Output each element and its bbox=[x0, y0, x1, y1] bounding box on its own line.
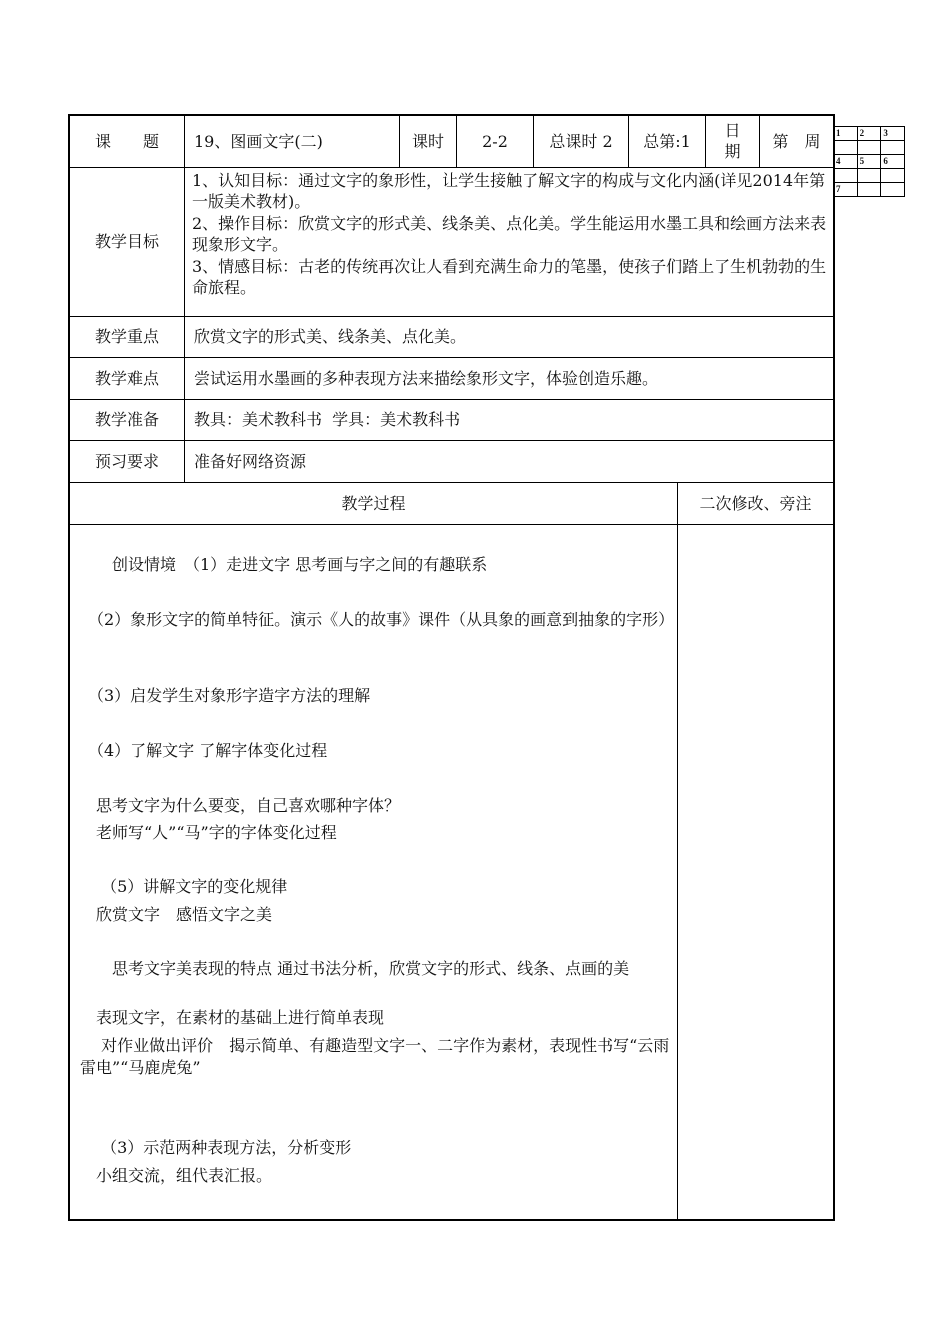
focus-value: 欣赏文字的形式美、线条美、点化美。 bbox=[194, 327, 467, 346]
preparation-label: 教学准备 bbox=[94, 410, 159, 429]
preview-value: 准备好网络资源 bbox=[194, 451, 307, 471]
process-line: 老师写“人”“马”字的字体变化过程 bbox=[80, 823, 337, 842]
period-label: 课时 bbox=[411, 131, 444, 151]
col-divider bbox=[677, 482, 678, 1220]
process-line: 创设情境 （1）走进文字 思考画与字之间的有趣联系 bbox=[80, 555, 488, 574]
mini-cell: 5 bbox=[857, 155, 881, 169]
goals-label: 教学目标 bbox=[94, 232, 159, 251]
mini-cell bbox=[857, 141, 881, 155]
process-line: （4）了解文字 了解字体变化过程 bbox=[80, 741, 328, 760]
notes-title: 二次修改、旁注 bbox=[699, 493, 812, 513]
subject-value: 19、图画文字(二) bbox=[194, 131, 323, 151]
goals-content bbox=[192, 171, 828, 315]
total-number: 总第:1 bbox=[643, 131, 691, 151]
process-title: 教学过程 bbox=[341, 493, 406, 513]
process-line: 表现文字，在素材的基础上进行简单表现 bbox=[80, 1008, 385, 1027]
preparation-value: 教具：美术教科书 学具：美术教科书 bbox=[194, 410, 461, 429]
mini-cell: 2 bbox=[857, 127, 881, 141]
goal-emotion: 3、情感目标：古老的传统再次让人看到充满生命力的笔墨，使孩子们踏上了生机勃勃的生命旅程。 bbox=[192, 257, 827, 297]
total-periods: 总课时 2 bbox=[549, 131, 613, 151]
week-mini-grid bbox=[833, 126, 905, 200]
mini-cell bbox=[857, 169, 881, 183]
mini-cell bbox=[834, 169, 858, 183]
subject-label: 课 题 bbox=[94, 131, 159, 151]
goal-cognitive: 1、认知目标：通过文字的象形性，让学生接触了解文字的构成与文化内涵(详见2014年第一版美术教材)。 bbox=[192, 171, 826, 211]
difficulty-label: 教学难点 bbox=[94, 368, 159, 388]
mini-cell: 4 bbox=[834, 155, 858, 169]
mini-cell: 7 bbox=[834, 183, 858, 197]
row-divider bbox=[69, 524, 834, 525]
goal-operation: 2、操作目标：欣赏文字的形式美、线条美、点化美。学生能运用水墨工具和绘画方法来表现象形文字。 bbox=[192, 214, 827, 254]
process-line: （2）象形文字的简单特征。演示《人的故事》课件（从具象的画意到抽象的字形） bbox=[80, 610, 675, 629]
date-label-top: 日 bbox=[724, 121, 741, 140]
process-line: （5）讲解文字的变化规律 bbox=[80, 877, 288, 896]
col-divider bbox=[184, 115, 185, 482]
process-line: 欣赏文字 感悟文字之美 bbox=[80, 905, 273, 924]
mini-cell bbox=[881, 169, 905, 183]
process-line: 思考文字为什么要变，自己喜欢哪种字体？ bbox=[80, 796, 401, 815]
date-label bbox=[706, 116, 759, 167]
difficulty-value: 尝试运用水墨画的多种表现方法来描绘象形文字，体验创造乐趣。 bbox=[194, 368, 659, 388]
mini-cell bbox=[857, 183, 881, 197]
focus-label: 教学重点 bbox=[94, 327, 159, 346]
preview-label: 预习要求 bbox=[94, 451, 159, 471]
process-line: 对作业做出评价 揭示简单、有趣造型文字一、二字作为素材，表现性书写“云雨雷电”“马鹿虎兔” bbox=[80, 1036, 670, 1077]
process-line: 小组交流，组代表汇报。 bbox=[80, 1166, 273, 1185]
period-value: 2-2 bbox=[482, 131, 508, 151]
week-label: 第 周 bbox=[772, 131, 821, 151]
mini-cell: 1 bbox=[834, 127, 858, 141]
process-line: （3）示范两种表现方法，分析变形 bbox=[80, 1138, 352, 1157]
mini-cell bbox=[881, 141, 905, 155]
mini-cell bbox=[881, 183, 905, 197]
process-line: 思考文字美表现的特点 通过书法分析，欣赏文字的形式、线条、点画的美 bbox=[80, 959, 630, 978]
mini-cell: 6 bbox=[881, 155, 905, 169]
mini-cell: 3 bbox=[881, 127, 905, 141]
mini-cell bbox=[834, 141, 858, 155]
date-label-bottom: 期 bbox=[724, 142, 741, 161]
process-line: （3）启发学生对象形字造字方法的理解 bbox=[80, 686, 371, 705]
